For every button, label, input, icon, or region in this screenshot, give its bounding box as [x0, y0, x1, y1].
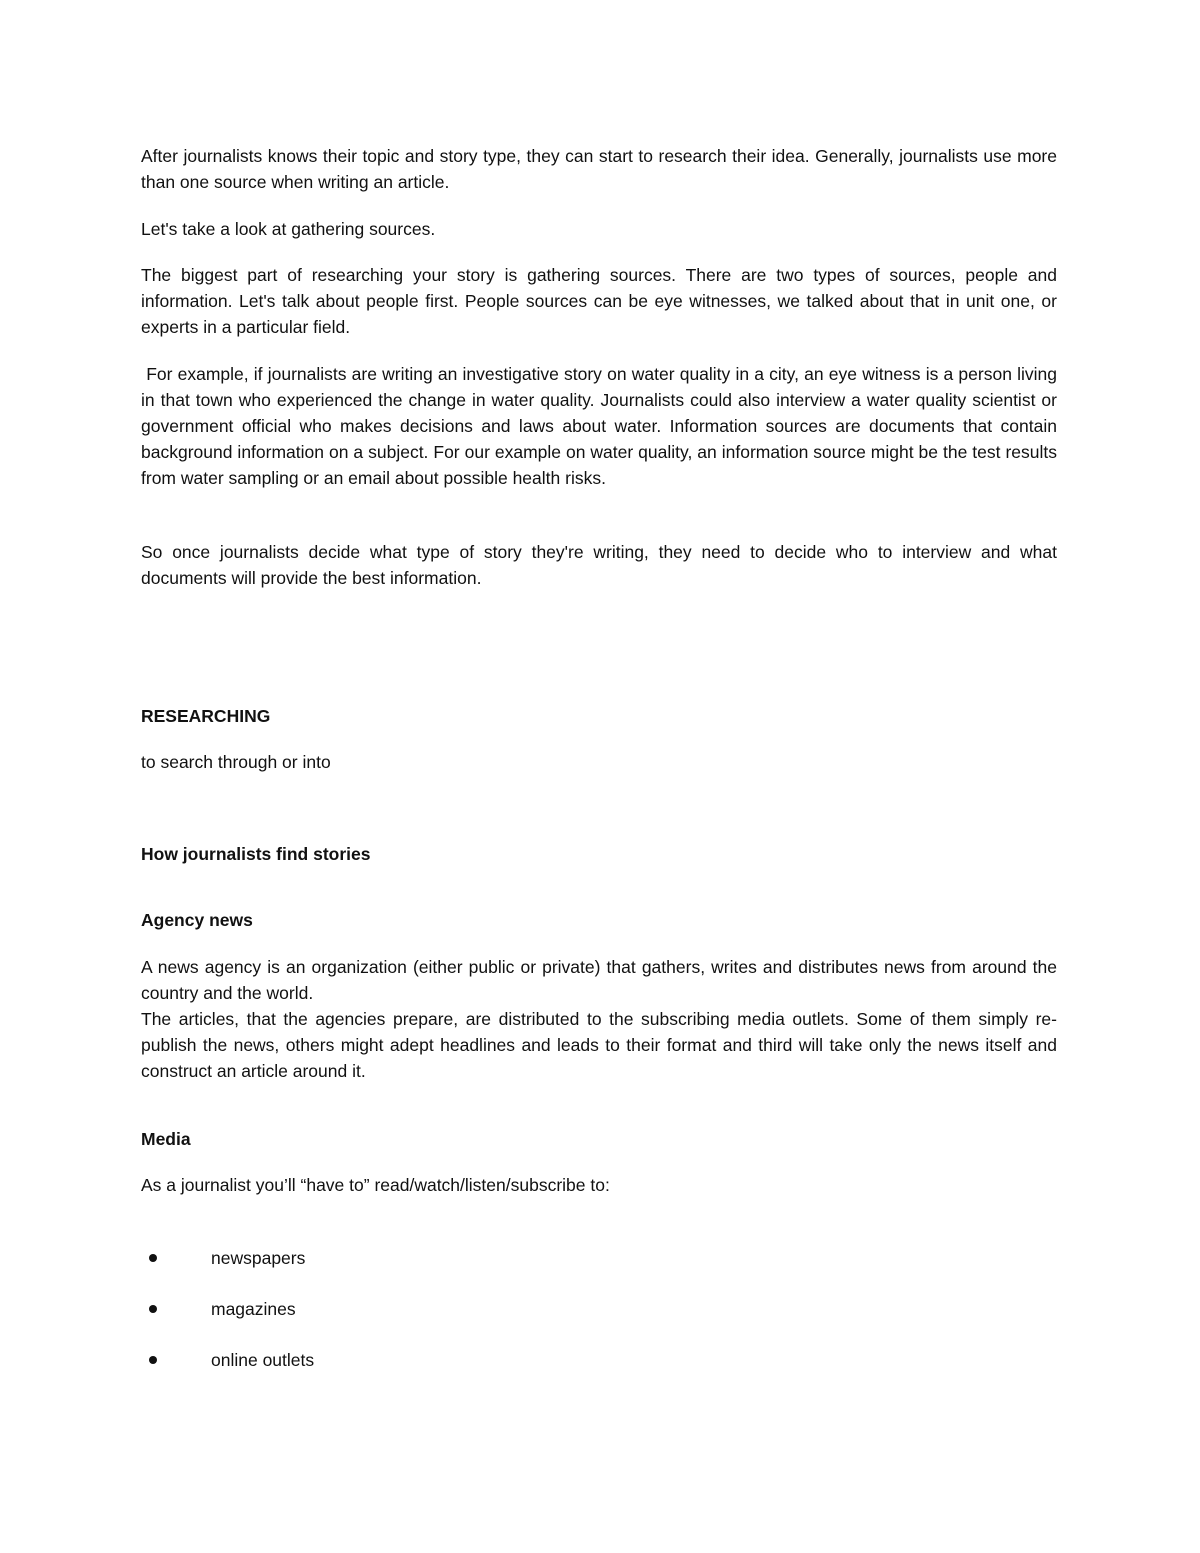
- list-item: [141, 1296, 741, 1322]
- intro-paragraph-4: For example, if journalists are writing an investigative story on water quality in a city, an eye witness is a person living in that town who experienced the change in water quality. Journalists could also interview a water quality scientist or government official who makes decisions and laws about water. Information sources are documents that contain background information on a subject. For our example on water quality, an information source might be the test results from water sampling or an email about possible health risks.: [141, 364, 1062, 488]
- agency-news-heading: Agency news: [141, 910, 253, 930]
- bullet-icon: [149, 1305, 157, 1313]
- media-intro: As a journalist you’ll “have to” read/watch/listen/subscribe to:: [141, 1175, 610, 1195]
- media-heading: Media: [141, 1129, 191, 1149]
- list-item-label: newspapers: [211, 1248, 306, 1268]
- intro-paragraph-1: After journalists knows their topic and story type, they can start to research their idea. Generally, journalists use more than one source when writing an article.: [141, 146, 1057, 192]
- list-item: [141, 1245, 741, 1271]
- find-stories-heading: How journalists find stories: [141, 844, 371, 864]
- agency-news-paragraph-2: The articles, that the agencies prepare, are distributed to the subscribing media outlets. Some of them simply re-publish the news, others might adept headlines and leads to their format and third will take only the news itself and construct an article around it.: [141, 1009, 1057, 1081]
- bullet-icon: [149, 1356, 157, 1364]
- researching-heading: RESEARCHING: [141, 706, 271, 726]
- list-item-label: magazines: [211, 1299, 296, 1319]
- intro-paragraph-3: The biggest part of researching your story is gathering sources. There are two types of sources, people and information. Let's talk about people first. People sources can be eye witnesses, we talked about that in unit one, or experts in a particular field.: [141, 265, 1057, 337]
- list-item: [141, 1347, 741, 1373]
- list-item-label: online outlets: [211, 1350, 315, 1370]
- researching-definition: to search through or into: [141, 752, 331, 772]
- intro-paragraph-5: So once journalists decide what type of story they're writing, they need to decide who to interview and what documents will provide the best information.: [141, 542, 1057, 588]
- intro-paragraph-2: Let's take a look at gathering sources.: [141, 219, 436, 239]
- agency-news-paragraph-1: A news agency is an organization (either public or private) that gathers, writes and distributes news from around the country and the world.: [141, 957, 1057, 1003]
- bullet-icon: [149, 1254, 157, 1262]
